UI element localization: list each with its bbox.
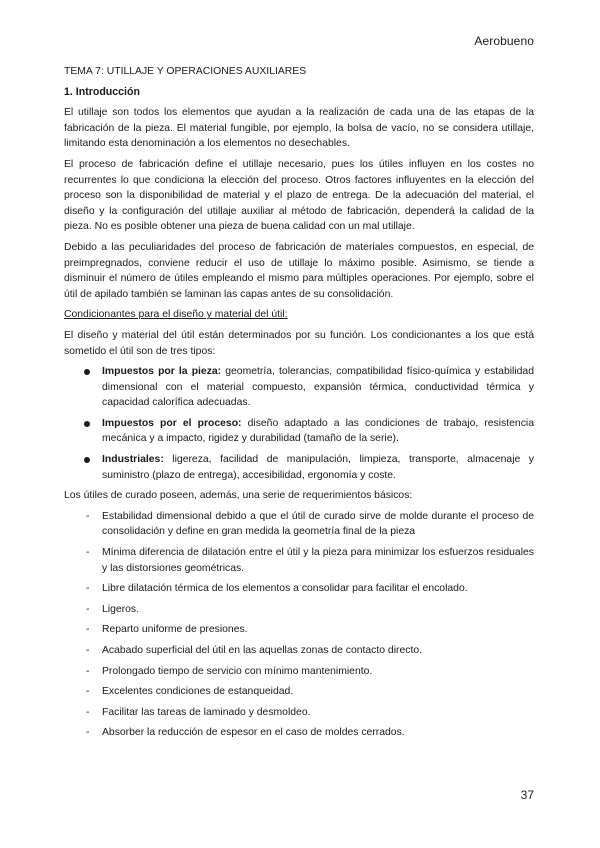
requirement-text: Prolongado tiempo de servicio con mínimo mantenimiento.	[102, 665, 373, 677]
dash-marker: -	[86, 665, 90, 677]
requirement-item	[64, 643, 534, 659]
bullet-icon	[84, 369, 90, 375]
requirement-item	[64, 581, 534, 597]
header-brand: Aerobueno	[474, 34, 534, 48]
requirement-text: Ligeros.	[102, 603, 139, 615]
requirement-text: Reparto uniforme de presiones.	[102, 624, 248, 636]
condition-text: geometría, tolerancias, compatibilidad físico-química y estabilidad dimensional con el material compuesto, expansión térmica, conductividad térmica y capacidad calorífica adecuadas.	[102, 366, 534, 409]
page-number: 37	[520, 788, 534, 802]
requirement-item	[64, 622, 534, 638]
requirement-text: Excelentes condiciones de estanqueidad.	[102, 686, 294, 698]
page-content	[64, 64, 534, 746]
condition-item	[64, 364, 534, 411]
dash-marker: -	[86, 583, 90, 595]
bullet-icon	[84, 421, 90, 427]
dash-marker: -	[86, 603, 90, 615]
requirement-item	[64, 545, 534, 576]
paragraph-2: El proceso de fabricación define el utillaje necesario, pues los útiles influyen en los costes no recurrentes lo que condiciona la elección del proceso. Otros factores influyentes en la elección del proceso son la disponibilidad de material y el plazo de entrega. De la adecuación del material, el diseño y la configuración del utillaje auxiliar al método de fabricación, dependerá la calidad de la pieza. No es posible obtener una pieza de buena calidad con un mal utillaje.	[64, 158, 534, 233]
requirement-item	[64, 602, 534, 618]
dash-marker: -	[86, 624, 90, 636]
requirement-item	[64, 664, 534, 680]
requirement-text: Facilitar las tareas de laminado y desmoldeo.	[102, 706, 311, 718]
dash-marker: -	[86, 510, 90, 522]
condition-item	[64, 452, 534, 483]
dash-marker: -	[86, 645, 90, 656]
condition-label: Impuestos por el proceso:	[102, 417, 242, 429]
dash-marker: -	[86, 706, 90, 718]
requirement-item	[64, 725, 534, 741]
requirement-item	[64, 705, 534, 721]
dash-marker: -	[86, 727, 90, 739]
requirement-item	[64, 509, 534, 540]
requirement-item	[64, 684, 534, 700]
conditions-list	[64, 364, 534, 483]
requirement-text: Acabado superficial del útil en las aquellas zonas de contacto directo.	[102, 645, 422, 656]
condition-item	[64, 416, 534, 447]
condition-text: ligereza, facilidad de manipulación, limpieza, transporte, almacenaje y suministro (plazo de entrega), accesibilidad, ergonomía y coste.	[102, 454, 534, 481]
chapter-title: TEMA 7: UTILLAJE Y OPERACIONES AUXILIARES	[64, 66, 307, 77]
condition-label: Impuestos por la pieza:	[102, 366, 222, 378]
section-heading: 1. Introducción	[64, 85, 140, 98]
conditions-intro: El diseño y material del útil están determinados por su función. Los condicionantes a los que está sometido el útil son de tres tipos:	[64, 329, 534, 357]
requirement-text: Libre dilatación térmica de los elementos a consolidar para facilitar el encolado.	[102, 583, 468, 595]
requirement-text: Estabilidad dimensional debido a que el útil de curado sirve de molde durante el proceso de consolidación y define en gran medida la geometría final de la pieza	[102, 510, 534, 538]
dash-marker: -	[86, 686, 90, 698]
requirements-list	[64, 509, 534, 741]
requirements-intro: Los útiles de curado poseen, además, una serie de requerimientos básicos:	[64, 490, 413, 502]
paragraph-3: Debido a las peculiaridades del proceso de fabricación de materiales compuestos, en especial, de preimpregnados, conviene reducir el uso de utillaje lo máximo posible. Asimismo, se tiende a disminuir el número de útiles empleando el mismo para múltiples operaciones. Por ejemplo, sobre el útil de apilado también se laminan las capas antes de su consolidación.	[64, 241, 534, 300]
paragraph-1: El utillaje son todos los elementos que ayudan a la realización de cada una de las etapas de la fabricación de la pieza. El material fungible, por ejemplo, la bolsa de vacío, no se considera utillaje, limitando esta denominación a los elementos no desechables.	[64, 107, 534, 150]
requirement-text: Mínima diferencia de dilatación entre el útil y la pieza para minimizar los esfuerzos residuales y las distorsiones geométricas.	[102, 547, 534, 574]
requirement-text: Absorber la reducción de espesor en el caso de moldes cerrados.	[102, 727, 405, 739]
subheading-conditions: Condicionantes para el diseño y material del útil:	[64, 309, 288, 321]
condition-text: diseño adaptado a las condiciones de trabajo, resistencia mecánica y a impacto, rigidez y durabilidad (tamaño de la serie).	[102, 417, 534, 445]
bullet-icon	[84, 457, 90, 463]
dash-marker: -	[86, 547, 90, 559]
condition-label: Industriales:	[102, 454, 164, 466]
